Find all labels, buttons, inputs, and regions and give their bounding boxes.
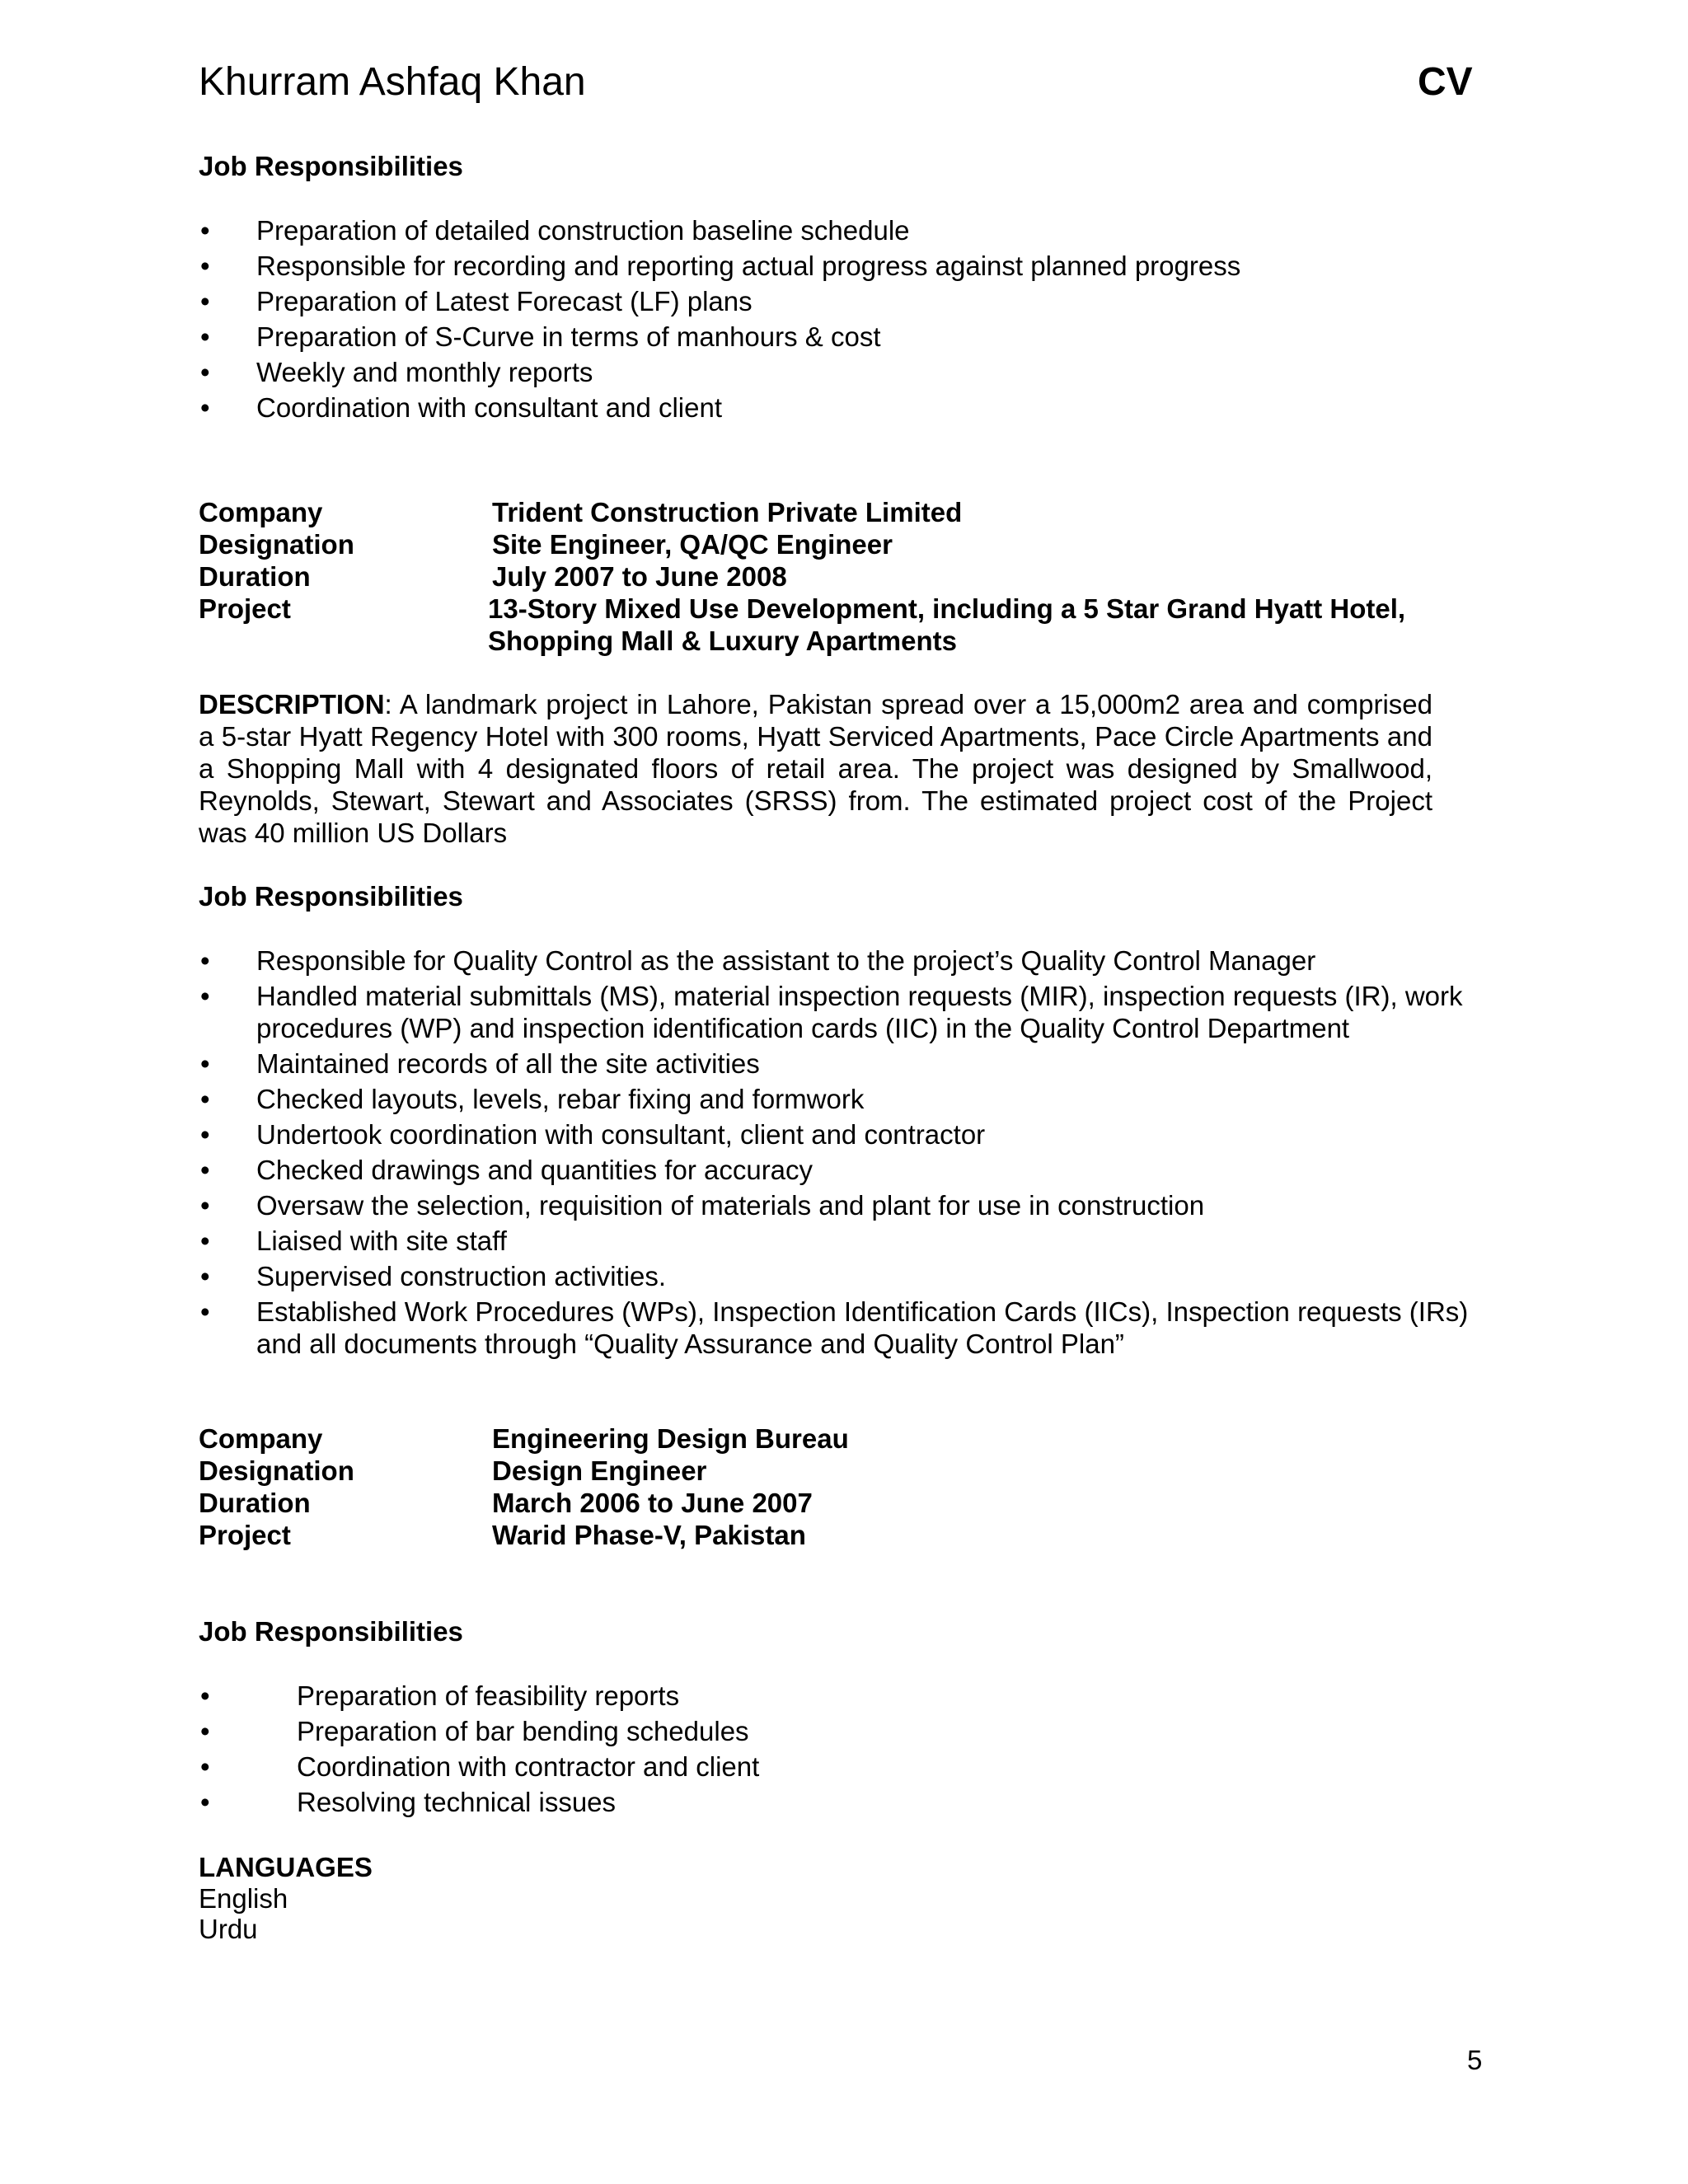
description-text: : A landmark project in Lahore, Pakistan spread over a 15,000m2 area and comprised a 5-star Hyatt Regency Hotel with 300 rooms, Hyatt Serviced Apartments, Pace Circle Apartments and a Shopping Mall with 4 designated floors of retail area. The project was designed by Smallwood, Reynolds, Stewart, Stewart and Associates (SRSS) from. The estimated project cost of the Project was 40 million US Dollars <box>199 689 1432 848</box>
language-item: English <box>199 1883 288 1914</box>
project-line-2: Shopping Mall & Luxury Apartments <box>488 626 957 656</box>
duration-value: March 2006 to June 2007 <box>492 1488 813 1518</box>
list-item: • Resolving technical issues <box>200 1787 617 1817</box>
bullet-icon: • <box>200 1751 210 1782</box>
company-label: Company <box>199 1423 323 1454</box>
cv-content <box>199 150 1469 1944</box>
project-line-1: 13-Story Mixed Use Development, including a 5 Star Grand Hyatt Hotel, <box>488 593 1406 624</box>
section-heading-responsibilities-2: Job Responsibilities <box>199 881 463 912</box>
duration-label: Duration <box>199 561 311 592</box>
candidate-name: Khurram Ashfaq Khan <box>199 60 586 104</box>
list-item: • Weekly and monthly reports <box>200 357 593 387</box>
bullet-icon: • <box>200 251 210 281</box>
bullet-icon: • <box>200 945 210 976</box>
bullet-icon: • <box>200 1190 210 1221</box>
list-item: • Responsible for Quality Control as the assistant to the project’s Quality Control Manager <box>200 945 1316 976</box>
bullet-icon: • <box>200 1716 210 1746</box>
responsibilities-list-3 <box>199 1680 1435 1818</box>
list-item: • Supervised construction activities. <box>200 1261 667 1291</box>
description-label: DESCRIPTION <box>199 689 385 719</box>
list-item: • Responsible for recording and reporting actual progress against planned progress <box>200 251 1241 281</box>
bullet-icon: • <box>200 321 210 352</box>
section-heading-responsibilities-3: Job Responsibilities <box>199 1616 463 1647</box>
designation-label: Designation <box>199 529 354 560</box>
bullet-icon: • <box>200 1226 210 1256</box>
list-item: • Coordination with contractor and client <box>200 1751 760 1782</box>
list-item: • Preparation of Latest Forecast (LF) plans <box>200 286 753 316</box>
project-label: Project <box>199 593 291 624</box>
project-label: Project <box>199 1520 291 1550</box>
duration-value: July 2007 to June 2008 <box>492 561 787 592</box>
list-item: • Undertook coordination with consultant, client and contractor <box>200 1119 986 1150</box>
list-item: • Liaised with site staff <box>200 1226 507 1256</box>
job-info-edb <box>199 1422 849 1551</box>
document-type-label: CV <box>1418 60 1473 104</box>
bullet-icon: • <box>200 357 210 387</box>
project-description <box>199 688 1432 849</box>
list-item: • Checked layouts, levels, rebar fixing and formwork <box>200 1084 865 1114</box>
bullet-icon: • <box>200 1787 210 1817</box>
bullet-icon: • <box>200 1048 210 1079</box>
bullet-icon: • <box>200 286 210 316</box>
duration-label: Duration <box>199 1488 311 1518</box>
languages-heading: LANGUAGES <box>199 1852 373 1882</box>
list-item: • Checked drawings and quantities for accuracy <box>200 1155 814 1185</box>
bullet-icon: • <box>200 1119 210 1150</box>
list-item: • Preparation of bar bending schedules <box>200 1716 749 1746</box>
list-item: • Preparation of S-Curve in terms of manhours & cost <box>200 321 881 352</box>
designation-value: Design Engineer <box>492 1455 707 1486</box>
list-item: • Handled material submittals (MS), material inspection requests (MIR), inspection requests (IR), work procedures (WP) and inspection identification cards (IIC) in the Quality Control Department <box>200 981 1463 1043</box>
bullet-icon: • <box>200 1261 210 1291</box>
responsibilities-list-2 <box>199 944 1469 1360</box>
list-item: • Oversaw the selection, requisition of materials and plant for use in construction <box>200 1190 1205 1221</box>
bullet-icon: • <box>200 981 210 1011</box>
list-item: • Established Work Procedures (WPs), Inspection Identification Cards (IICs), Inspection requests (IRs) and all documents through “Quality Assurance and Quality Control Plan” <box>200 1296 1469 1359</box>
designation-value: Site Engineer, QA/QC Engineer <box>492 529 893 560</box>
project-value: Warid Phase-V, Pakistan <box>492 1520 806 1550</box>
language-item: Urdu <box>199 1914 258 1944</box>
bullet-icon: • <box>200 1155 210 1185</box>
list-item: • Maintained records of all the site activities <box>200 1048 760 1079</box>
company-label: Company <box>199 497 323 527</box>
list-item: • Preparation of feasibility reports <box>200 1680 680 1711</box>
company-value: Engineering Design Bureau <box>492 1423 849 1454</box>
section-heading-responsibilities-1: Job Responsibilities <box>199 151 463 181</box>
bullet-icon: • <box>200 392 210 423</box>
bullet-icon: • <box>200 1084 210 1114</box>
bullet-icon: • <box>200 1296 210 1327</box>
bullet-icon: • <box>200 1680 210 1711</box>
job-info-trident <box>199 496 1405 657</box>
bullet-icon: • <box>200 215 210 246</box>
list-item: • Preparation of detailed construction baseline schedule <box>200 215 910 246</box>
responsibilities-list-1 <box>199 214 1435 424</box>
list-item: • Coordination with consultant and client <box>200 392 723 423</box>
page-number: 5 <box>1467 2045 1483 2075</box>
company-value: Trident Construction Private Limited <box>492 497 963 527</box>
designation-label: Designation <box>199 1455 354 1486</box>
project-value <box>488 593 1406 657</box>
